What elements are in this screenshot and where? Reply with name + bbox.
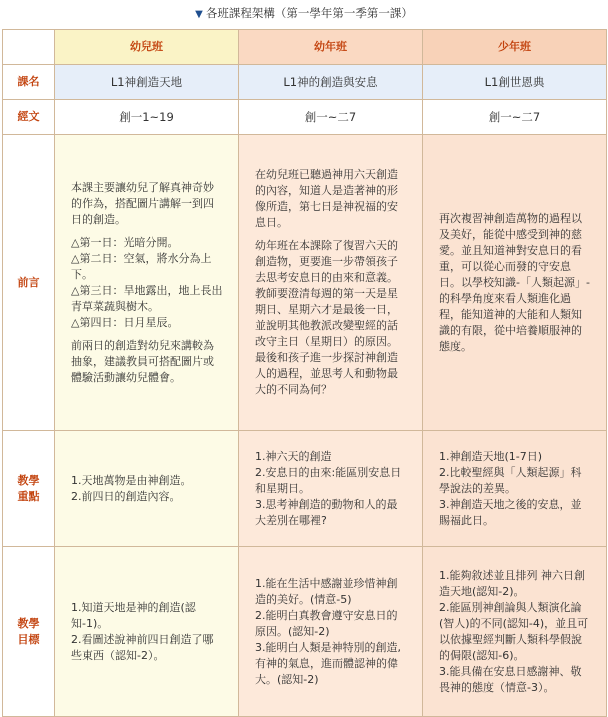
objective-item: 1.能在生活中感謝並珍惜神創造的美好。(情意-5) [255, 576, 398, 606]
preface-list-item: △第二日：空氣，將水分為上下。 [71, 251, 212, 281]
key-point-item: 3.思考神創造的動物和人的最大差別在哪裡? [255, 497, 398, 527]
key-point-item: 2.安息日的由來:能區別安息日和星期日。 [255, 465, 402, 495]
key-points-cell-junior [239, 431, 423, 547]
course-name-cell: L1神的創造與安息 [239, 65, 423, 100]
objectives-cell-junior [239, 547, 423, 717]
objectives-row [3, 547, 607, 717]
preface-cell-junior [239, 135, 423, 431]
course-name-cell: L1創世恩典 [423, 65, 607, 100]
preface-paragraph: 在幼兒班已聽過神用六天創造的內容，知道人是造著神的形像所造，第七日是神祝福的安息日。 [255, 168, 398, 229]
key-point-item: 3.神創造天地之後的安息，並賜福此日。 [439, 497, 582, 527]
preface-paragraph: 前兩日的創造對幼兒來講較為抽象，建議教員可搭配圖片或體驗活動讓幼兒體會。 [71, 338, 214, 384]
header-row [3, 30, 607, 65]
key-point-item: 1.神創造天地(1-7日) [439, 449, 543, 463]
key-points-cell-kindergarten [55, 431, 239, 547]
course-structure-table [2, 29, 607, 717]
preface-cell-youth [423, 135, 607, 431]
row-label-line: 教學 [17, 473, 40, 487]
key-points-cell-youth [423, 431, 607, 547]
key-point-item: 1.天地萬物是由神創造。 [71, 473, 192, 487]
page-caption [0, 6, 608, 22]
column-header-kindergarten: 幼兒班 [55, 30, 239, 65]
preface-list-item: △第三日：旱地露出，地上長出青草菜蔬與樹木。 [71, 283, 223, 313]
key-points-row [3, 431, 607, 547]
objectives-cell-youth [423, 547, 607, 717]
objective-item: 2.看圖述說神前四日創造了哪些東西（認知-2）。 [71, 632, 214, 662]
row-label-line: 教學 [17, 616, 40, 630]
scripture-row [3, 100, 607, 135]
row-label-line: 目標 [17, 632, 40, 646]
preface-paragraph: 本課主要讓幼兒了解真神奇妙的作為，搭配圖片講解一到四日的創造。 [71, 180, 214, 226]
scripture-cell: 創一~二7 [239, 100, 423, 135]
objective-item: 1.能夠敘述並且排列 神六日創造天地(認知-2)。 [439, 568, 585, 598]
scripture-cell: 創一1~19 [55, 100, 239, 135]
row-label-scripture: 經文 [3, 100, 55, 135]
corner-cell [3, 30, 55, 65]
key-point-item: 2.比較聖經與「人類起源」科學說法的差異。 [439, 465, 582, 495]
row-label-course-name: 課名 [3, 65, 55, 100]
course-name-cell: L1神創造天地 [55, 65, 239, 100]
objective-item: 2.能明白真教會遵守安息日的原因。(認知-2) [255, 608, 398, 638]
preface-paragraph: 再次複習神創造萬物的過程以及美好，能從中感受到神的慈愛。並且知道神對安息日的看重，可以從心而發的守安息日。以學校知識-「人類起源」-的科學角度來看人類進化過程，能知道神的大能和人類知識的有限，從中培養順服神的態度。 [439, 211, 590, 353]
scripture-cell: 創一~二7 [423, 100, 607, 135]
row-label-key-points [3, 431, 55, 547]
preface-list-item: △第四日：日月星辰。 [71, 315, 179, 329]
objective-item: 2.能區別神創論與人類演化論(智人)的不同(認知-4)，並且可以依據聖經判斷人類科學假說的侷限(認知-6)。 [439, 600, 589, 662]
course-name-row [3, 65, 607, 100]
objectives-cell-kindergarten [55, 547, 239, 717]
column-header-junior: 幼年班 [239, 30, 423, 65]
row-label-line: 重點 [17, 489, 40, 503]
caption-text: 各班課程架構（第一學年第一季第一課） [205, 6, 413, 20]
column-header-youth: 少年班 [423, 30, 607, 65]
row-label-preface: 前言 [3, 135, 55, 431]
key-point-item: 1.神六天的創造 [255, 449, 332, 463]
row-label-objectives [3, 547, 55, 717]
down-triangle-icon: ▼ [195, 9, 203, 20]
objective-item: 3.能明白人類是神特別的創造,有神的氣息，進而體認神的偉大。(認知-2) [255, 640, 401, 686]
objective-item: 3.能具備在安息日感謝神、敬畏神的態度（情意-3）。 [439, 664, 582, 694]
objective-item: 1.知道天地是神的創造(認知-1)。 [71, 600, 196, 630]
preface-list-item: △第一日：光暗分開。 [71, 235, 179, 249]
preface-paragraph: 幼年班在本課除了復習六天的創造物，更要進一步帶領孩子去思考安息日的由來和意義。教師要澄清每週的第一天是星期日、星期六才是最後一日，並說明其他教派改變聖經的話改守主日（星期日）的原因。最後和孩子進一步探討神創造人的過程，並思考人和動物最大的不同為何？ [255, 239, 398, 396]
preface-cell-kindergarten [55, 135, 239, 431]
key-point-item: 2.前四日的創造內容。 [71, 489, 181, 503]
preface-row [3, 135, 607, 431]
